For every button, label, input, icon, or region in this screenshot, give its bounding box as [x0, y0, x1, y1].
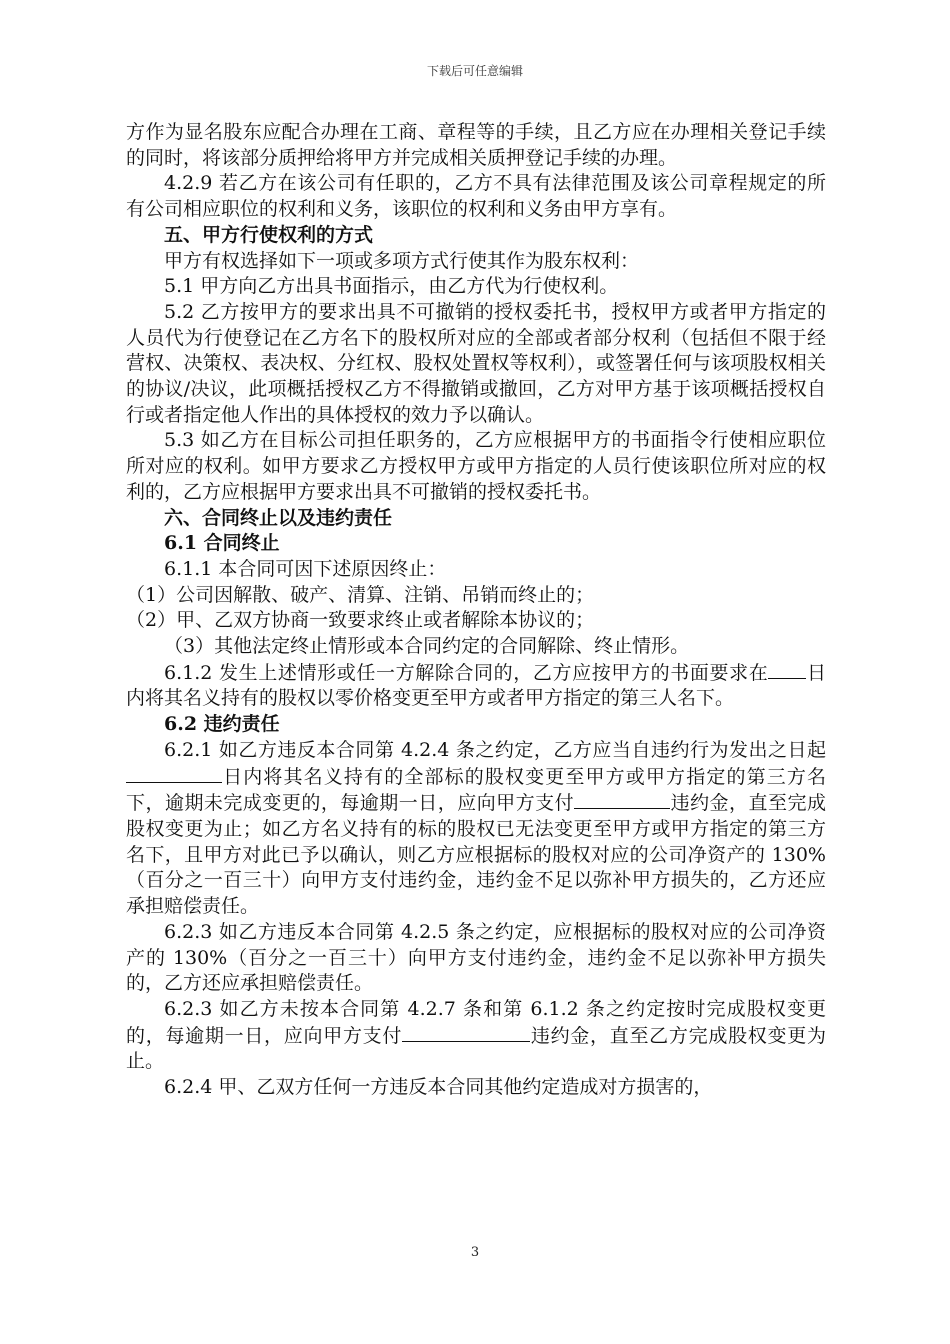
clause-6-2-3: 6.2.3 如乙方违反本合同第 4.2.5 条之约定，应根据标的股权对应的公司净资产的 130%（百分之一百三十）向甲方支付违约金，违约金不足以弥补甲方损失的，乙方还应承担赔偿责任。	[126, 920, 826, 995]
section-heading-5: 五、甲方行使权利的方式	[164, 223, 374, 246]
paragraph: 方作为显名股东应配合办理在工商、章程等的手续，且乙方应在办理相关登记手续的同时，将该部分质押给将甲方并完成相关质押登记手续的办理。	[126, 121, 826, 169]
document-body	[126, 120, 826, 1101]
subsection-heading-6-2: 6.2 违约责任	[164, 713, 280, 736]
clause-6-1-1: 6.1.1 本合同可因下述原因终止：	[164, 557, 447, 580]
clause-6-2-1	[126, 738, 826, 920]
clause-6-2-3-b	[126, 997, 826, 1075]
clause-text: 6.2.1 如乙方违反本合同第 4.2.4 条之约定，乙方应当自违约行为发出之日起	[164, 738, 826, 761]
blank-days-field[interactable]	[768, 660, 806, 679]
blank-penalty-field[interactable]	[574, 790, 670, 809]
clause-5-3: 5.3 如乙方在目标公司担任职务的，乙方应根据甲方的书面指令行使相应职位所对应的权利。如甲方要求乙方授权甲方或甲方指定的人员行使该职位所对应的权利的，乙方应根据甲方要求出具不可撤销的授权委托书。	[126, 429, 826, 503]
clause-text: 6.2.3 如乙方未按本合同第 4.2.7 条和第 6.1.2 条之约定按时完成股权变更的，每逾期一日，应向甲方支付	[126, 997, 826, 1047]
blank-penalty-field[interactable]	[402, 1023, 530, 1042]
paragraph: 甲方有权选择如下一项或多项方式行使其作为股东权利：	[164, 249, 640, 272]
clause-6-2-4: 6.2.4 甲、乙双方任何一方违反本合同其他约定造成对方损害的，	[164, 1076, 713, 1099]
clause-text: 日内将其名义持有的股权以零价格变更至甲方或者甲方指定的第三人名下。	[126, 661, 826, 710]
clause-5-2: 5.2 乙方按甲方的要求出具不可撤销的授权委托书，授权甲方或者甲方指定的人员代为行使登记在乙方名下的股权所对应的全部或者部分权利（包括但不限于经营权、决策权、表决权、分红权、股权处置权等权利），或签署任何与该项股权相关的协议/决议，此项概括授权乙方不得撤销或撤回，乙方对甲方基于该项概括授权自行或者指定他人作出的具体授权的效力予以确认。	[126, 300, 826, 426]
page-number: 3	[470, 1245, 480, 1260]
clause-text: 6.1.2 发生上述情形或任一方解除合同的，乙方应按甲方的书面要求在	[164, 661, 769, 684]
clause-4-2-9: 4.2.9 若乙方在该公司有任职的，乙方不具有法律范围及该公司章程规定的所有公司相应职位的权利和义务，该职位的权利和义务由甲方享有。	[126, 172, 826, 221]
subsection-heading-6-1: 6.1 合同终止	[164, 532, 280, 555]
clause-5-1: 5.1 甲方向乙方出具书面指示，由乙方代为行使权利。	[164, 275, 619, 298]
list-item: （3）其他法定终止情形或本合同约定的合同解除、终止情形。	[164, 635, 690, 658]
clause-text: 违约金，直至完成股权变更为止；如乙方名义持有的标的股权已无法变更至甲方或甲方指定的第三方名下，且甲方对此已予以确认，则乙方应根据标的股权对应的公司净资产的 130%（百分之一百三十）向甲方支付违约金，违约金不足以弥补甲方损失的，乙方还应承担赔偿责任。	[126, 792, 826, 918]
blank-days-field[interactable]	[126, 764, 222, 783]
clause-text: 违约金，直至乙方完成股权变更为止。	[126, 1024, 826, 1073]
list-item: （1）公司因解散、破产、清算、注销、吊销而终止的；	[126, 583, 595, 606]
page-header: 下载后可任意编辑	[426, 64, 523, 78]
clause-6-1-2	[126, 660, 826, 712]
section-heading-6: 六、合同终止以及违约责任	[164, 506, 393, 529]
list-item: （2）甲、乙双方协商一致要求终止或者解除本协议的；	[126, 609, 595, 632]
clause-text: 日内将其名义持有的全部标的股权变更至甲方或甲方指定的第三方名下，逾期未完成变更的，每逾期一日，应向甲方支付	[126, 765, 826, 815]
